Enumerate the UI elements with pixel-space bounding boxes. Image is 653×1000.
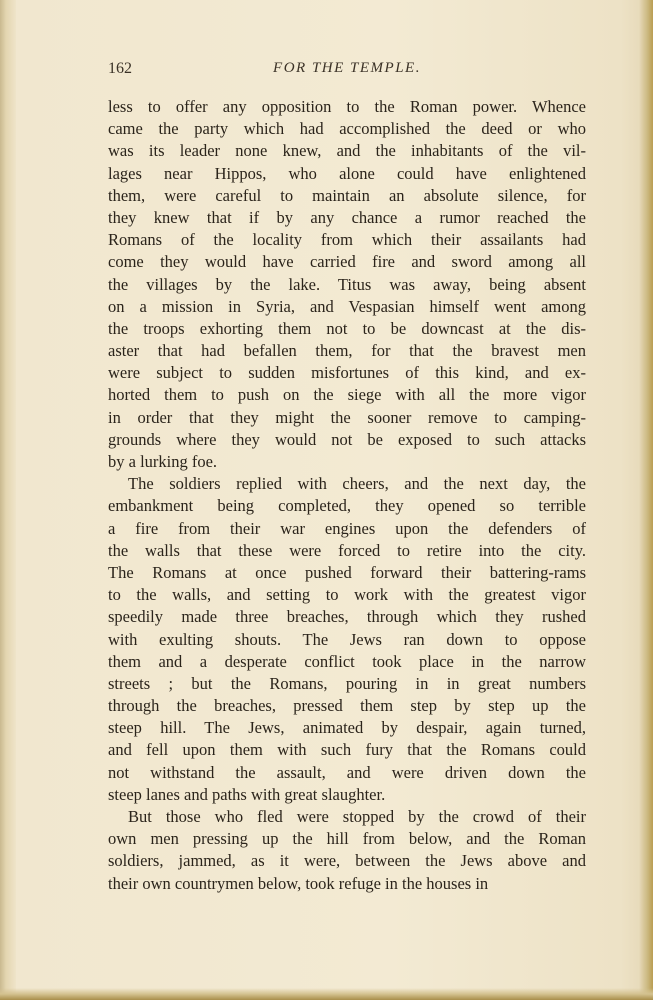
text-line: streets ; but the Romans, pouring in in great numbers	[108, 673, 586, 693]
text-line: a fire from their war engines upon the defenders of	[108, 518, 586, 538]
text-line: lages near Hippos, who alone could have enlightened	[108, 163, 586, 183]
text-line: aster that had befallen them, for that the bravest men	[108, 341, 586, 361]
text-line: through the breaches, pressed them step by step up the	[108, 696, 586, 716]
text-line: them, were careful to maintain an absolute silence, for	[108, 185, 586, 205]
text-line: Romans of the locality from which their assailants had	[108, 230, 586, 250]
text-line: The soldiers replied with cheers, and the next day, the	[128, 474, 586, 494]
text-line: them and a desperate conflict took place in the narrow	[108, 651, 586, 671]
text-line: in order that they might the sooner remove to camping-	[108, 407, 586, 427]
text-line: and fell upon them with such fury that the Romans could	[108, 740, 586, 760]
text-line: not withstand the assault, and were driven down the	[108, 762, 586, 782]
text-line: they knew that if by any chance a rumor reached the	[108, 207, 586, 227]
text-line: steep hill. The Jews, animated by despair, again turned,	[108, 718, 586, 738]
text-line: soldiers, jammed, as it were, between the Jews above and	[108, 851, 586, 871]
paragraph	[108, 806, 586, 895]
text-line: came the party which had accomplished the deed or who	[108, 119, 586, 139]
text-line: was its leader none knew, and the inhabitants of the vil-	[108, 141, 586, 161]
text-line: by a lurking foe.	[108, 452, 218, 471]
text-line: But those who fled were stopped by the crowd of their	[128, 807, 586, 826]
text-line: to the walls, and setting to work with the greatest vigor	[108, 585, 586, 605]
text-line: come they would have carried fire and sword among all	[108, 252, 586, 272]
text-line: own men pressing up the hill from below, and the Roman	[108, 829, 586, 849]
text-line: horted them to push on the siege with all the more vigor	[108, 385, 586, 405]
body-text	[108, 96, 586, 895]
page-header	[108, 60, 586, 84]
text-line: embankment being completed, they opened so terrible	[108, 496, 586, 516]
text-line: The Romans at once pushed forward their battering-rams	[108, 562, 586, 582]
paragraph	[108, 96, 586, 473]
page-fore-edge	[639, 0, 653, 1000]
text-line: their own countrymen below, took refuge in the houses in	[108, 873, 489, 893]
text-line: with exulting shouts. The Jews ran down to oppose	[108, 629, 586, 649]
text-line: the villages by the lake. Titus was away, being absent	[108, 274, 586, 294]
text-line: the walls that these were forced to retire into the city.	[108, 540, 586, 560]
text-line: the troops exhorting them not to be downcast at the dis-	[108, 318, 586, 338]
text-line: on a mission in Syria, and Vespasian himself went among	[108, 296, 586, 316]
text-line: steep lanes and paths with great slaughter.	[108, 784, 386, 804]
page-bottom-edge	[0, 988, 653, 1000]
text-line: less to offer any opposition to the Roman power. Whence	[108, 97, 586, 116]
page-number: 162	[108, 60, 132, 77]
text-line: were subject to sudden misfortunes of this kind, and ex-	[108, 363, 586, 383]
text-line: speedily made three breaches, through which they rushed	[108, 607, 586, 627]
page-spine-edge	[0, 0, 16, 1000]
text-line: grounds where they would not be exposed to such attacks	[108, 429, 586, 449]
paragraph	[108, 473, 586, 806]
running-head: FOR THE TEMPLE.	[273, 60, 421, 76]
